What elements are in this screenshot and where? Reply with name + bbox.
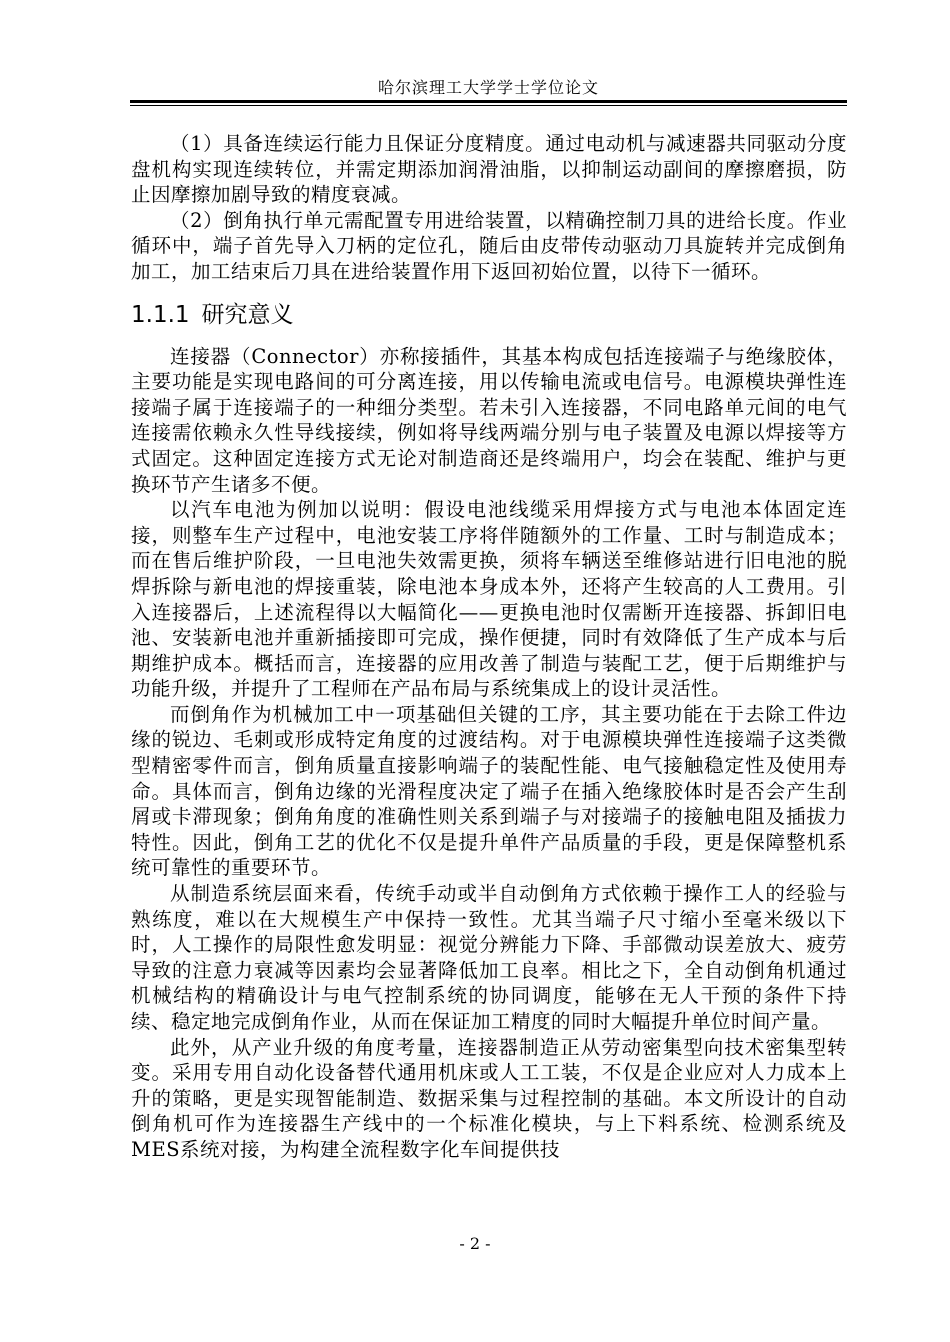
- paragraph-manufacturing-system: 从制造系统层面来看，传统手动或半自动倒角方式依赖于操作工人的经验与熟练度，难以在大规模生产中保持一致性。尤其当端子尺寸缩小至毫米级以下时，人工操作的局限性愈发明显：视觉分辨能力下降、手部微动误差放大、疲劳导致的注意力衰减等因素均会显著降低加工良率。相比之下，全自动倒角机通过机械结构的精确设计与电气控制系统的协同调度，能够在无人干预的条件下持续、稳定地完成倒角作业，从而在保证加工精度的同时大幅提升单位时间产量。: [131, 882, 847, 1033]
- header-rule-thick: [130, 100, 847, 103]
- paragraph-requirement-2: （2）倒角执行单元需配置专用进给装置，以精确控制刀具的进给长度。作业循环中，端子首先导入刀柄的定位孔，随后由皮带传动驱动刀具旋转并完成倒角加工，加工结束后刀具在进给装置作用下返回初始位置，以待下一循环。: [131, 208, 847, 283]
- running-header-title: 哈尔滨理工大学学士学位论文: [377, 78, 599, 97]
- page-number: - 2 -: [459, 1234, 491, 1253]
- header-rule-thin: [130, 105, 847, 106]
- section-title: 研究意义: [201, 301, 294, 328]
- section-heading: [131, 300, 847, 330]
- paragraph-connector-definition: 连接器（Connector）亦称接插件，其基本构成包括连接端子与绝缘胶体，主要功能是实现电路间的可分离连接，用以传输电流或电信号。电源模块弹性连接端子属于连接端子的一种细分类型。若未引入连接器，不同电路单元间的电气连接需依赖永久性导线接续，例如将导线两端分别与电子装置及电源以焊接等方式固定。这种固定连接方式无论对制造商还是终端用户，均会在装配、维护与更换环节产生诸多不便。: [131, 344, 847, 496]
- paragraph-battery-example: 以汽车电池为例加以说明：假设电池线缆采用焊接方式与电池本体固定连接，则整车生产过程中，电池安装工序将伴随额外的工作量、工时与制造成本；而在售后维护阶段，一旦电池失效需更换，须将车辆送至维修站进行旧电池的脱焊拆除与新电池的焊接重装，除电池本身成本外，还将产生较高的人工费用。引入连接器后，上述流程得以大幅简化——更换电池时仅需断开连接器、拆卸旧电池、安装新电池并重新插接即可完成，操作便捷，同时有效降低了生产成本与后期维护成本。概括而言，连接器的应用改善了制造与装配工艺，便于后期维护与功能升级，并提升了工程师在产品布局与系统集成上的设计灵活性。: [131, 498, 847, 701]
- section-number: 1.1.1: [131, 301, 190, 328]
- paragraph-industry-upgrade: 此外，从产业升级的角度考量，连接器制造正从劳动密集型向技术密集型转变。采用专用自动化设备替代通用机床或人工工装，不仅是企业应对人力成本上升的策略，更是实现智能制造、数据采集与过程控制的基础。本文所设计的自动倒角机可作为连接器生产线中的一个标准化模块，与上下料系统、检测系统及MES系统对接，为构建全流程数字化车间提供技: [131, 1035, 847, 1161]
- paragraph-requirement-1: （1）具备连续运行能力且保证分度精度。通过电动机与减速器共同驱动分度盘机构实现连续转位，并需定期添加润滑油脂，以抑制运动副间的摩擦磨损，防止因摩擦加剧导致的精度衰减。: [131, 132, 847, 207]
- body-text: [131, 131, 847, 1163]
- paragraph-chamfer-importance: 而倒角作为机械加工中一项基础但关键的工序，其主要功能在于去除工件边缘的锐边、毛刺或形成特定角度的过渡结构。对于电源模块弹性连接端子这类微型精密零件而言，倒角质量直接影响端子的装配性能、电气接触稳定性及使用寿命。具体而言，倒角边缘的光滑程度决定了端子在插入绝缘胶体时是否会产生刮屑或卡滞现象；倒角角度的准确性则关系到端子与对接端子的接触电阻及插拔力特性。因此，倒角工艺的优化不仅是提升单件产品质量的手段，更是保障整机系统可靠性的重要环节。: [131, 702, 847, 880]
